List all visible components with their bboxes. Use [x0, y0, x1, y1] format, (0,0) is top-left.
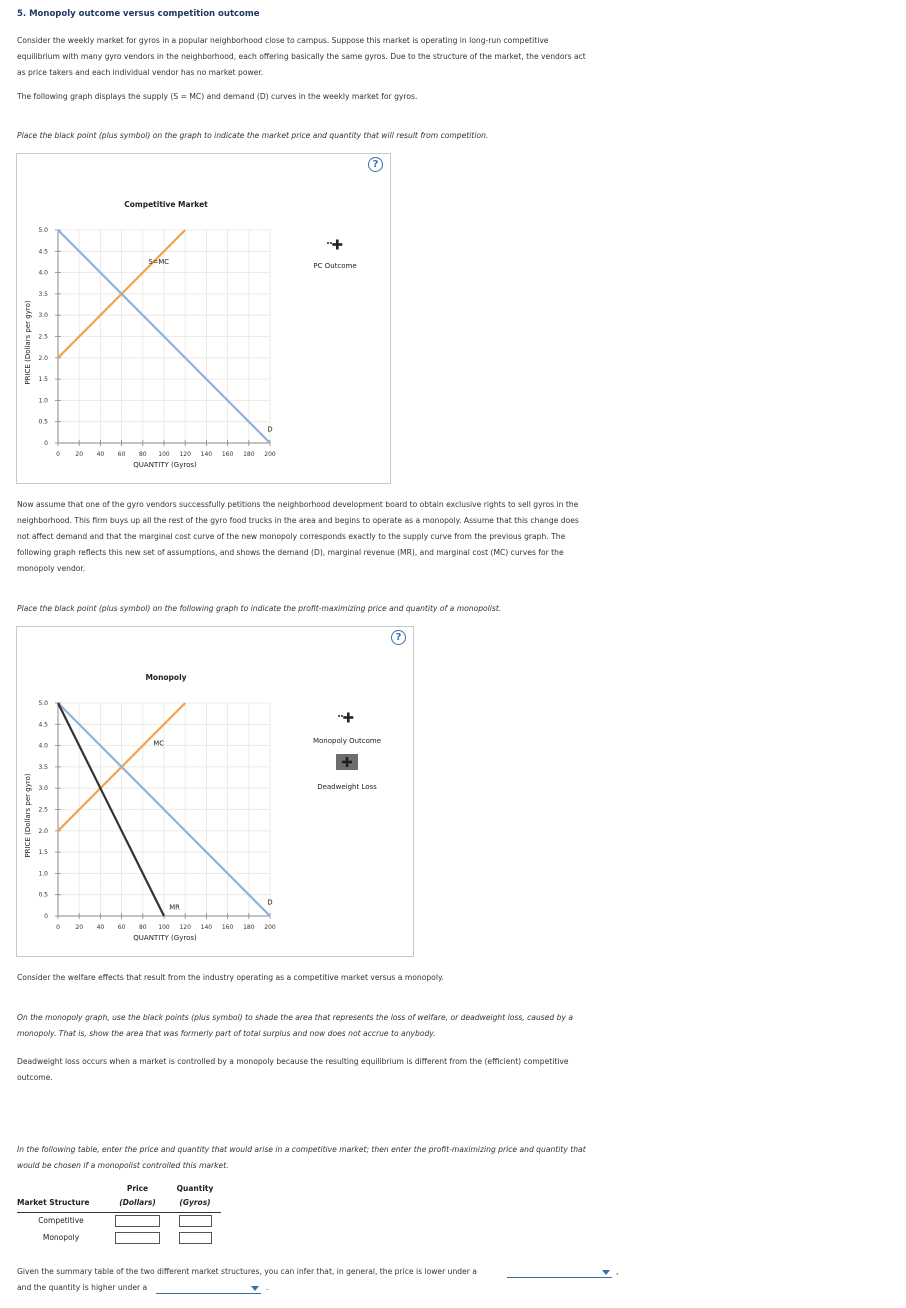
competitive-chart	[17, 154, 317, 483]
y-tick-label: 3.5	[38, 290, 48, 298]
x-tick-label: 60	[117, 451, 126, 458]
x-tick-label: 200	[264, 924, 276, 931]
y-tick-label: 3.0	[38, 312, 48, 320]
y-tick-label: 2.5	[38, 806, 48, 814]
x-tick-label: 160	[221, 924, 234, 931]
y-tick-label: 5.0	[38, 700, 48, 707]
x-tick-label: 120	[179, 451, 191, 458]
header-market-structure: Market Structure	[17, 1198, 90, 1207]
header-quantity-unit: (Gyros)	[179, 1198, 211, 1207]
x-axis-label: QUANTITY (Gyros)	[133, 934, 197, 942]
y-axis-label: PRICE (Dollars per gyro)	[24, 300, 32, 385]
x-tick-label: 60	[117, 924, 126, 931]
series-label: MC	[153, 739, 165, 748]
help-icon[interactable]: ?	[368, 157, 383, 172]
y-axis-label: PRICE (Dollars per gyro)	[24, 773, 32, 858]
header-quantity: Quantity	[176, 1184, 214, 1193]
monopoly-graph-panel	[16, 626, 414, 957]
header-price: Price	[126, 1184, 149, 1193]
x-tick-label: 140	[200, 924, 213, 931]
deadweight-loss-tool[interactable]	[336, 754, 358, 770]
x-tick-label: 40	[96, 924, 105, 931]
y-tick-label: 2.5	[38, 333, 48, 341]
x-tick-label: 180	[243, 924, 255, 931]
price-lower-dropdown[interactable]	[507, 1266, 612, 1278]
y-tick-label: 4.0	[38, 269, 48, 277]
monopoly-outcome-label: Monopoly Outcome	[312, 737, 382, 745]
y-tick-label: 3.0	[38, 785, 48, 793]
monopoly-scenario-text: Now assume that one of the gyro vendors successfully petitions the neighborhood development board to obtain exclusive rights to sell gyros in the neighborhood. This firm buys up all the rest of the gyro food trucks in the area and begins to operate as a monopoly. Assume that this change does not affect demand and that the marginal cost curve of the new monopoly corresponds exactly to the supply curve from the previous graph. The following graph reflects this new set of assumptions, and shows the demand (D), marginal revenue (MR), and marginal cost (MC) curves for the monopoly vendor.	[17, 500, 579, 573]
monopoly-chart	[17, 627, 317, 956]
instruction-table: In the following table, enter the price and quantity that would arise in a competitive market; then enter the profit-maximizing price and quantity that would be chosen if a monopolist controlled this market.	[17, 1145, 586, 1170]
chart-title: Monopoly	[145, 673, 187, 682]
welfare-text: Consider the welfare effects that result from the industry operating as a competitive market versus a monopoly.	[17, 973, 444, 982]
y-tick-label: 4.0	[38, 742, 48, 750]
x-tick-label: 20	[75, 451, 84, 458]
x-tick-label: 200	[264, 451, 276, 458]
intro-graph-note: The following graph displays the supply (S = MC) and demand (D) curves in the weekly market for gyros.	[17, 92, 418, 101]
competitive-quantity-input[interactable]	[179, 1215, 212, 1227]
chevron-down-icon	[251, 1286, 259, 1291]
competitive-graph-panel	[16, 153, 391, 484]
y-tick-label: 4.5	[38, 721, 48, 729]
plus-icon	[336, 711, 356, 725]
help-icon[interactable]: ?	[391, 630, 406, 645]
y-tick-label: 0	[44, 440, 48, 447]
summary-text-2: and the quantity is higher under a	[17, 1283, 148, 1292]
monopoly-quantity-input[interactable]	[179, 1232, 212, 1244]
monopoly-price-input[interactable]	[115, 1232, 160, 1244]
x-tick-label: 180	[243, 451, 255, 458]
x-tick-label: 20	[75, 924, 84, 931]
x-tick-label: 120	[179, 924, 191, 931]
x-tick-label: 80	[138, 451, 147, 458]
competitive-price-input[interactable]	[115, 1215, 160, 1227]
x-tick-label: 100	[158, 451, 170, 458]
quantity-higher-dropdown[interactable]	[156, 1282, 261, 1294]
x-axis-label: QUANTITY (Gyros)	[133, 461, 197, 469]
series-label: S=MC	[148, 258, 170, 267]
x-tick-label: 0	[56, 924, 60, 931]
x-tick-label: 80	[138, 924, 147, 931]
monopoly-outcome-tool[interactable]	[336, 710, 356, 724]
x-tick-label: 140	[200, 451, 213, 458]
dwl-note: Deadweight loss occurs when a market is controlled by a monopoly because the resulting equilibrium is different from the (efficient) competitive outcome.	[17, 1057, 569, 1082]
row-label-monopoly: Monopoly	[42, 1233, 80, 1242]
pc-outcome-tool[interactable]	[325, 237, 345, 251]
instruction-pc: Place the black point (plus symbol) on the graph to indicate the market price and quantity that will result from competition.	[17, 131, 489, 140]
chevron-down-icon	[602, 1270, 610, 1275]
y-tick-label: 1.0	[38, 870, 48, 878]
y-tick-label: 1.0	[38, 397, 48, 405]
row-label-competitive: Competitive	[38, 1216, 84, 1225]
pc-outcome-label: PC Outcome	[313, 262, 357, 270]
x-tick-label: 160	[221, 451, 234, 458]
intro-text: Consider the weekly market for gyros in a popular neighborhood close to campus. Suppose this market is operating in long-run competitive equilibrium with many gyro vendors in the neighborhood, each offering basically the same gyros. Due to the structure of the market, the vendors act as price takers and each individual vendor has no market power.	[17, 36, 586, 77]
table-divider	[17, 1212, 221, 1213]
y-tick-label: 2.0	[38, 827, 48, 835]
y-tick-label: 2.0	[38, 354, 48, 362]
y-tick-label: 3.5	[38, 763, 48, 771]
y-tick-label: 5.0	[38, 227, 48, 234]
x-tick-label: 40	[96, 451, 105, 458]
y-tick-label: 0.5	[38, 891, 48, 899]
header-price-unit: (Dollars)	[119, 1198, 156, 1207]
y-tick-label: 0	[44, 913, 48, 920]
y-tick-label: 1.5	[38, 376, 48, 384]
summary-period: .	[266, 1283, 269, 1292]
x-tick-label: 100	[158, 924, 170, 931]
instruction-dwl: On the monopoly graph, use the black points (plus symbol) to shade the area that represents the loss of welfare, or deadweight loss, caused by a monopoly. That is, show the area that was formerly part of total surplus and now does not accrue to anybody.	[17, 1013, 574, 1038]
summary-text-1: Given the summary table of the two different market structures, you can infer that, in general, the price is lower under a	[17, 1267, 477, 1276]
instruction-monopoly: Place the black point (plus symbol) on the following graph to indicate the profit-maximizing price and quantity of a monopolist.	[17, 604, 502, 613]
y-tick-label: 0.5	[38, 418, 48, 426]
plus-icon	[336, 754, 358, 770]
plus-icon	[325, 238, 345, 252]
deadweight-loss-label: Deadweight Loss	[317, 783, 377, 791]
series-label: MR	[169, 903, 180, 912]
question-title: 5. Monopoly outcome versus competition outcome	[17, 9, 260, 19]
y-tick-label: 1.5	[38, 849, 48, 857]
chart-title: Competitive Market	[124, 200, 208, 209]
y-tick-label: 4.5	[38, 248, 48, 256]
summary-comma: ,	[616, 1267, 619, 1276]
series-label: D	[267, 425, 273, 434]
series-label: D	[267, 898, 273, 907]
x-tick-label: 0	[56, 451, 60, 458]
